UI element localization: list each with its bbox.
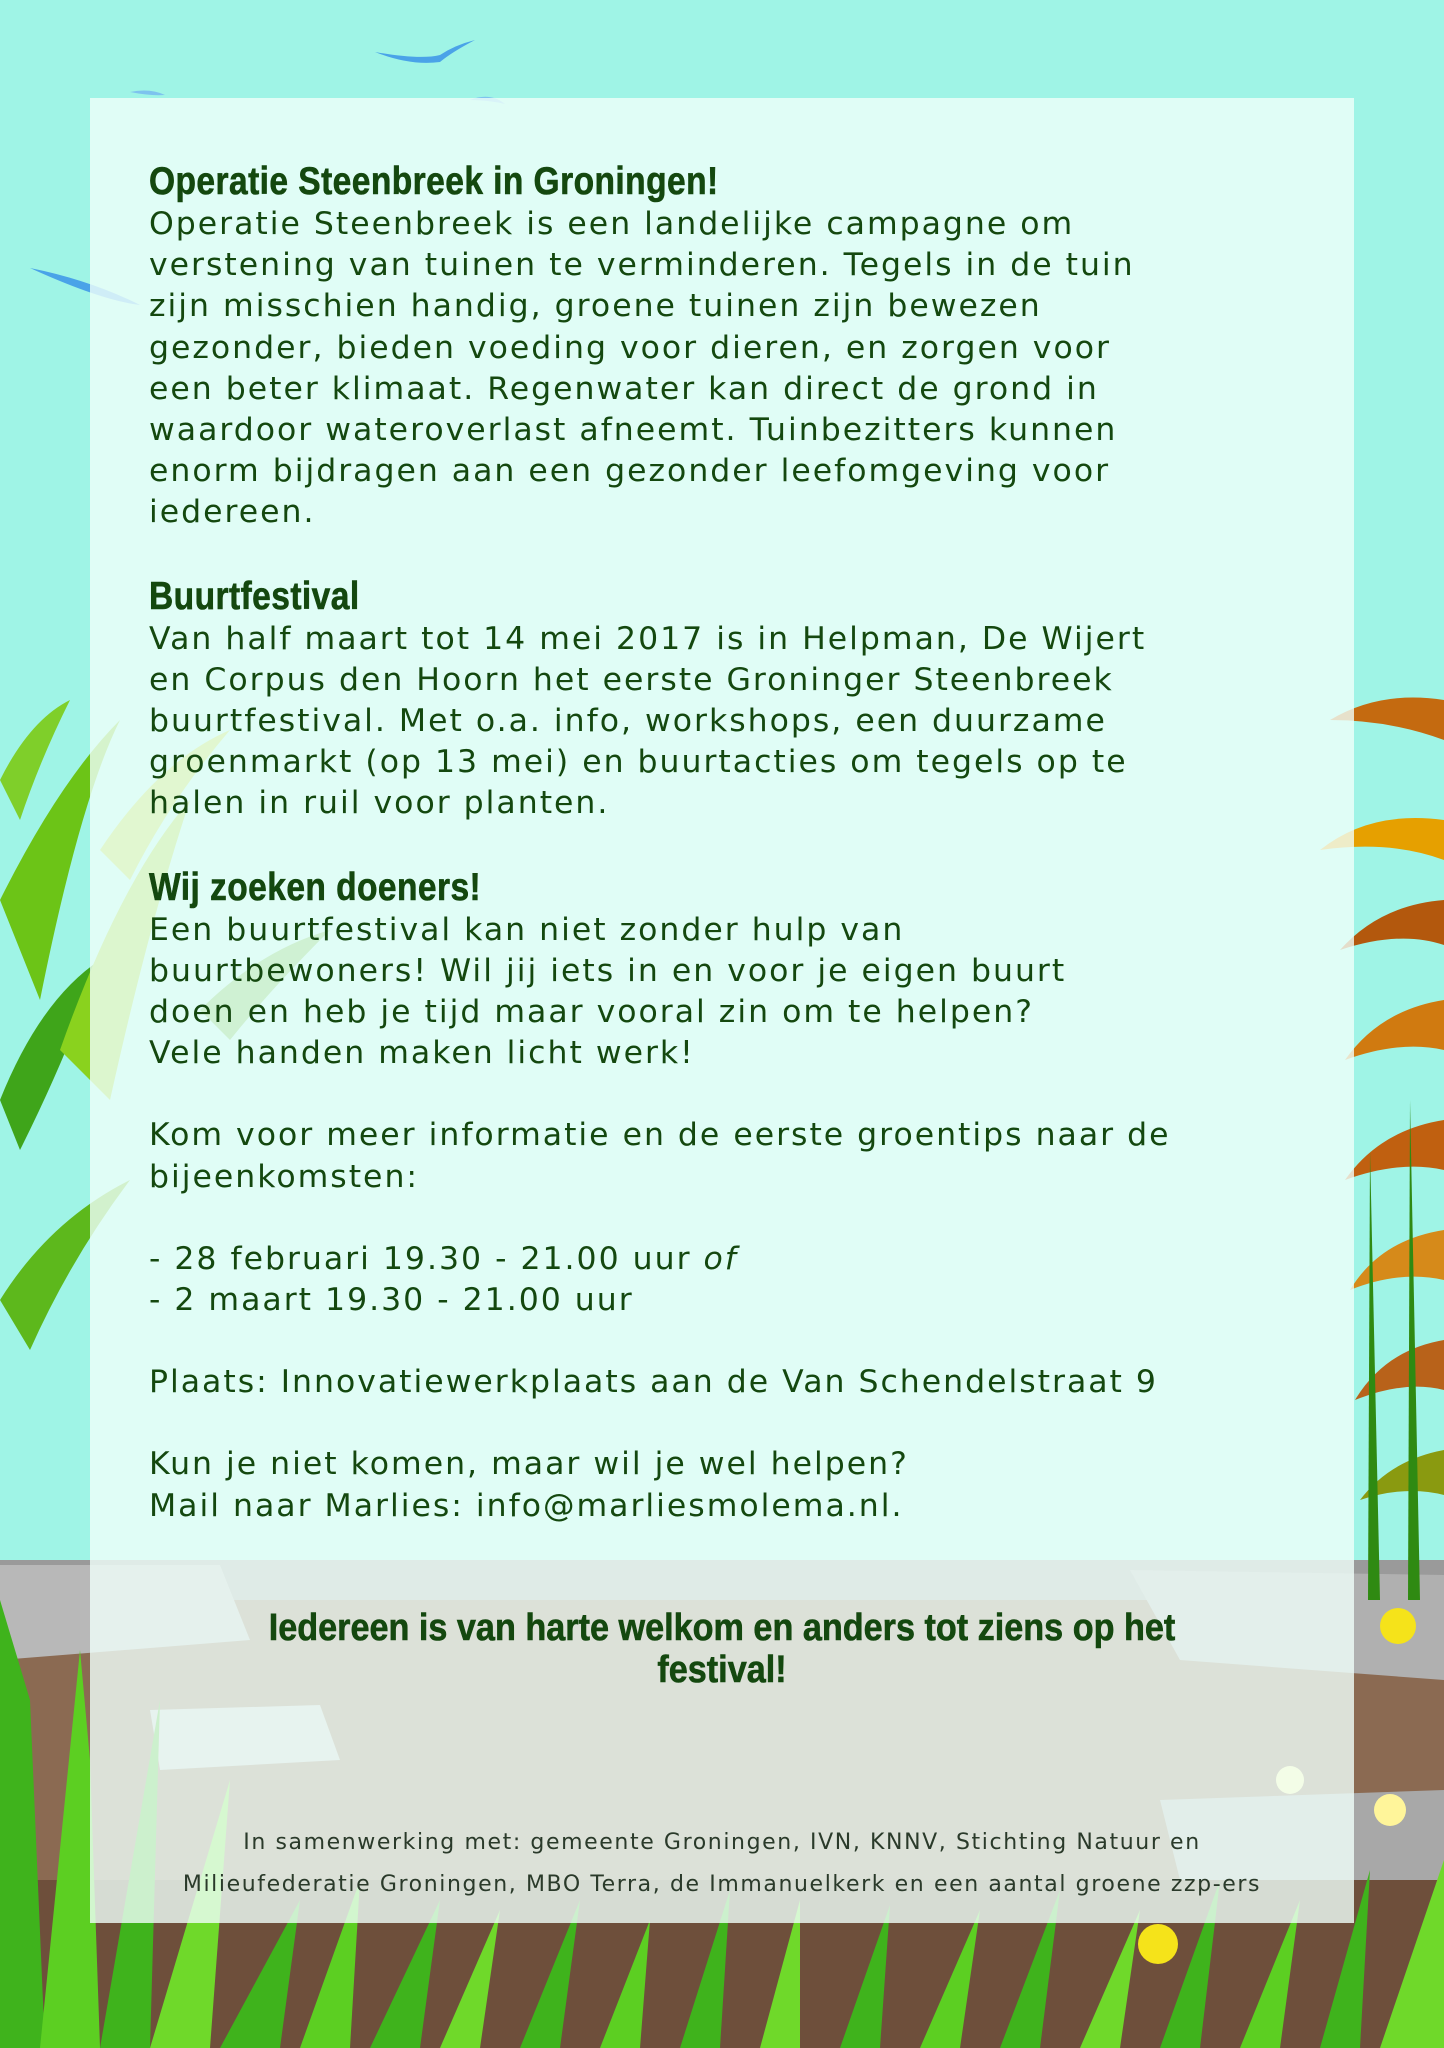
meeting-date-1-or: of — [703, 1240, 738, 1277]
paragraph-line: een beter klimaat. Regenwater kan direct de grond in — [149, 370, 1099, 407]
flyer-content — [149, 160, 1299, 1527]
paragraph-line: buurtfestival. Met o.a. info, workshops, een duurzame — [149, 703, 1107, 740]
paragraph-line: buurtbewoners! Wil jij iets in en voor je eigen buurt — [149, 952, 1067, 989]
heading-buurtfestival: Buurtfestival — [149, 574, 360, 618]
paragraph-line: zijn misschien handig, groene tuinen zijn bewezen — [149, 288, 1042, 325]
closing-line-2: festival! — [657, 1649, 787, 1691]
info-intro-line: bijeenkomsten: — [149, 1158, 420, 1195]
paragraph-line: Een buurtfestival kan niet zonder hulp van — [149, 911, 905, 948]
meeting-date-1 — [149, 1239, 1299, 1280]
closing-message — [90, 1607, 1354, 1691]
paragraph-line: Vele handen maken licht werk! — [149, 1035, 695, 1072]
closing-line-1: Iedereen is van harte welkom en anders tot ziens op het — [268, 1607, 1176, 1649]
paragraph-line: groenmarkt (op 13 mei) en buurtacties om tegels op te — [149, 744, 1128, 781]
paragraph-line: halen in ruil voor planten. — [149, 785, 610, 822]
paragraph-line: enorm bijdragen aan een gezonder leefomgeving voor — [149, 453, 1111, 490]
paragraph-line: iedereen. — [149, 494, 316, 531]
paragraph-line: Operatie Steenbreek is een landelijke campagne om — [149, 206, 1075, 242]
info-intro-line: Kom voor meer informatie en de eerste groentips naar de — [149, 1117, 1171, 1154]
paragraph-line: doen en heb je tijd maar vooral zin om te helpen? — [149, 994, 1034, 1031]
paragraph-line: verstening van tuinen te verminderen. Tegels in de tuin — [149, 247, 1135, 284]
meeting-date-1-text: - 28 februari 19.30 - 21.00 uur — [149, 1240, 704, 1277]
heading-wij-zoeken-doeners: Wij zoeken doeners! — [149, 865, 482, 909]
heading-operatie-steenbreek: Operatie Steenbreek in Groningen! — [149, 160, 719, 203]
help-email-line: Mail naar Marlies: info@marliesmolema.nl. — [149, 1487, 904, 1524]
paragraph-line: gezonder, bieden voeding voor dieren, en zorgen voor — [149, 329, 1111, 366]
paragraph-line: waardoor wateroverlast afneemt. Tuinbezitters kunnen — [149, 412, 1118, 449]
paragraph-line: en Corpus den Hoorn het eerste Groninger Steenbreek — [149, 661, 1114, 698]
paragraph-line: Van half maart tot 14 mei 2017 is in Helpman, De Wijert — [149, 620, 1147, 657]
footer-line-2: Milieufederatie Groningen, MBO Terra, de Immanuelkerk en een aantal groene zzp-ers — [182, 1872, 1262, 1897]
footer-line-1: In samenwerking met: gemeente Groningen, IVN, KNNV, Stichting Natuur en — [243, 1830, 1201, 1855]
partners-footer — [90, 1822, 1354, 1906]
meeting-location: Plaats: Innovatiewerkplaats aan de Van Schendelstraat 9 — [149, 1364, 1158, 1401]
meeting-date-2: - 2 maart 19.30 - 21.00 uur — [149, 1282, 634, 1319]
help-line: Kun je niet komen, maar wil je wel helpen? — [149, 1446, 909, 1483]
